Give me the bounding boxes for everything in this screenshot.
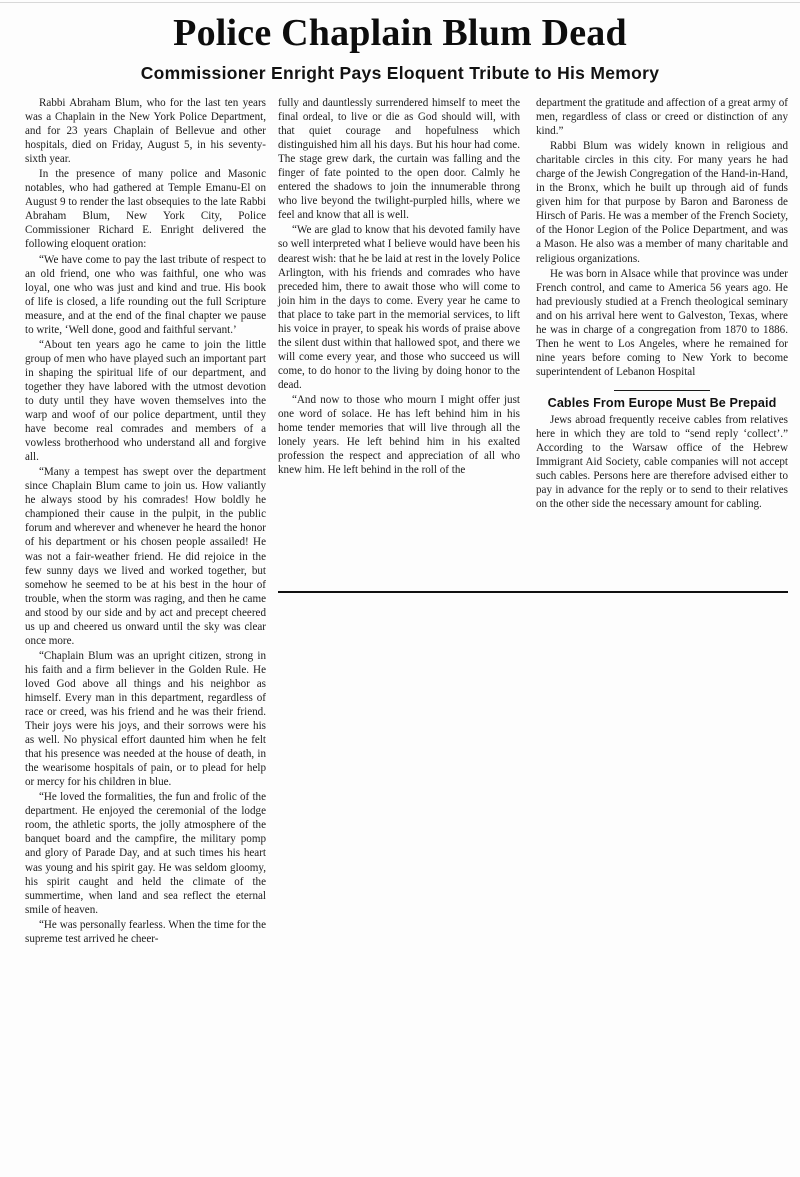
paragraph: department the gratitude and affection of a great army of men, regardless of class or creed or distinction of any kind.” (536, 97, 788, 138)
page-title: Police Chaplain Blum Dead (173, 12, 627, 54)
paragraph: In the presence of many police and Masonic notables, who had gathered at Temple Emanu-El on August 9 to render the last obsequies to the late Rabbi Abraham Blum, New York City, Police Commissioner Richard E. Enright delivered the following eloquent oration: (25, 168, 266, 251)
paragraph: Jews abroad frequently receive cables from relatives here in which they are told to “send reply ‘collect’.” According to the Warsaw office of the Hebrew Immigrant Aid Society, cable companies will not accept such cables. Persons here are therefore advised either to pay in advance for the reply or to send to their relatives on the other side the necessary amount for cabling. (536, 413, 788, 511)
page-subtitle: Commissioner Enright Pays Eloquent Tribute to His Memory (140, 63, 660, 83)
page-top-hairline (0, 2, 800, 3)
paragraph: Rabbi Abraham Blum, who for the last ten years was a Chaplain in the New York Police Department, and for 23 years Chaplain of Bellevue and other hospitals, died on Friday, August 5, in his seventy-sixth year. (25, 97, 266, 166)
paragraph: “And now to those who mourn I might offer just one word of solace. He has left behind him in his home tender memories that will live through all the lonely years. He left behind him in his exalted profession the respect and appreciation of all who knew him. He left behind in the roll of the (278, 393, 520, 477)
cables-section-body (536, 413, 788, 511)
article-column-3 (536, 96, 788, 511)
cables-section-title: Cables From Europe Must Be Prepaid (547, 395, 777, 410)
article-bottom-rule (278, 591, 788, 593)
paragraph: “He was personally fearless. When the time for the supreme test arrived he cheer- (25, 918, 266, 945)
paragraph: He was born in Alsace while that province was under French control, and came to America 56 years ago. He had previously studied at a French theological seminary and on his arrival here went to Galveston, Texas, where he was in charge of a congregation from 1870 to 1886. Then he went to Los Angeles, where he remained for nine years before coming to New York to become superintendent of Lebanon Hospital (536, 267, 788, 378)
paragraph: fully and dauntlessly surrendered himself to meet the final ordeal, to live or die as God should will, with that quiet courage and hopefulness which distinguished him all his days. But his hour had come. The stage grew dark, the curtain was falling and the finger of fate pointed to the open door. Calmly he entered the shadows to join the innumerable throng who live beyond the twilight-purpled hills, where we feel and know that all is well. (278, 97, 520, 222)
paragraph: “We have come to pay the last tribute of respect to an old friend, one who was faithful, one who was loyal, one who was just and kind and true. His book of life is closed, a life rounding out the full Scripture measure, and at the end of the final chapter we pause to write, ‘Well done, good and faithful servant.’ (25, 253, 266, 336)
article-column-2 (278, 96, 520, 477)
paragraph: “He loved the formalities, the fun and frolic of the department. He enjoyed the ceremonial of the lodge room, the athletic sports, the jolly atmosphere of the banquet board and the campfire, the military pomp and glory of Parade Day, and at such times his heart was young and his spirit gay. He was seldom gloomy, his spirit caught and held the climate of the summertime, when land and sea reflect the eternal smile of heaven. (25, 791, 266, 916)
paragraph: “We are glad to know that his devoted family have so well interpreted what I believe would have been his dearest wish: that he be laid at rest in the lovely Police Arlington, with his friends and comrades who have preceded him, there to await those who will come to join him in the days to come. Every year he came to that place to take part in the memorial services, to lift his voice in prayer, to speak his words of praise above the silent dust within that hallowed spot, and there we will come every year, and those who succeed us will come, to do honor to the living by doing honor to the dead. (278, 224, 520, 391)
article-columns (0, 96, 800, 1177)
article-column-1 (25, 96, 266, 946)
paragraph: Rabbi Blum was widely known in religious and charitable circles in this city. For many years he had charge of the Jewish Congregation of the Hand-in-Hand, in the Bronx, which he built up through aid of funds given him for that purpose by Baron and Baroness de Hirsch of Paris. He was a member of the French Society, of the Honor Legion of the Police Department, and was a Mason. He also was a member of many charitable and religious organizations. (536, 140, 788, 265)
paragraph: “About ten years ago he came to join the little group of men who have played such an important part in shaping the spiritual life of our department, and together they have labored with the utmost devotion to duty until they have woven themselves into the warp and woof of our police department, until they have become real comrades and members of a vowless brotherhood who understand all and forgive all. (25, 338, 266, 464)
section-divider-rule (614, 390, 710, 391)
paragraph: “Chaplain Blum was an upright citizen, strong in his faith and a firm believer in the Golden Rule. He loved God above all things and his neighbor as himself. Every man in this department, regardless of race or creed, was his friend and he was their friend. Their joys were his joys, and their sorrows were his as well. No physical effort daunted him when he felt that his presence was needed at the house of death, in the wearisome hospitals of pain, or to plead for help or mercy for his children in blue. (25, 649, 266, 789)
paragraph: “Many a tempest has swept over the department since Chaplain Blum came to join us. How valiantly he always stood by his comrades! How boldly he championed their cause in the pulpit, in the public forum and wherever and whenever he heard the honor of his department or his chosen people assailed! He was not a fair-weather friend. He did rejoice in the few sunny days we lived and worked together, but somehow he seemed to be at his best in the hour of trouble, when the storm was raging, and then he came and stood by our side and by act and precept cheered us up and cheered us onward until the sky was clear once more. (25, 466, 266, 647)
